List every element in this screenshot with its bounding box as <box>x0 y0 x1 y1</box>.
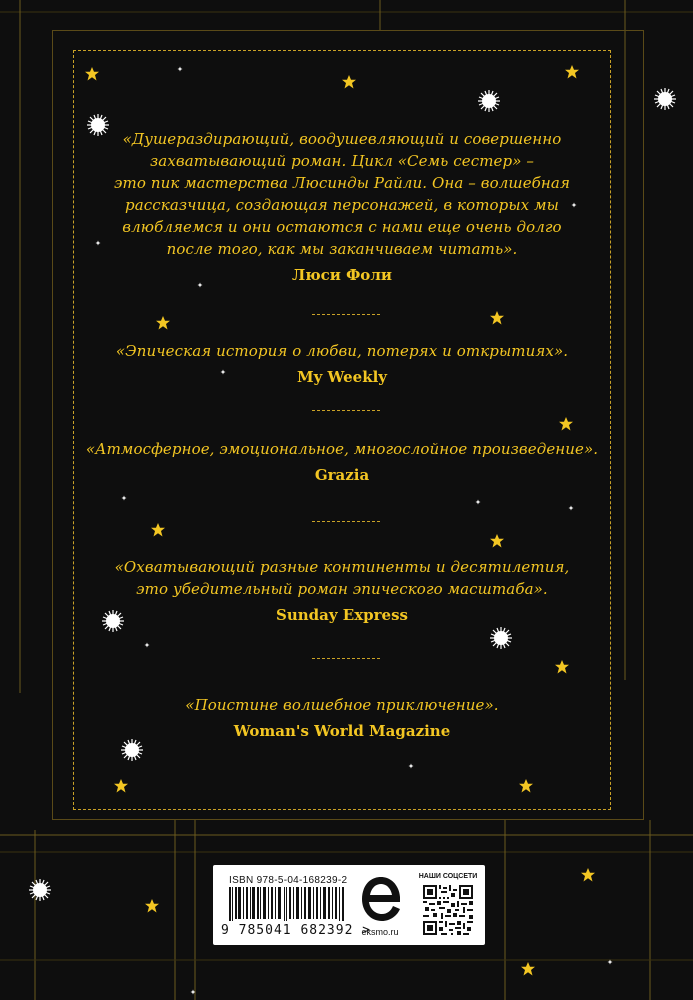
isbn-label: ISBN 978-5-04-168239-2 <box>229 875 348 886</box>
barcode-icon <box>229 887 347 921</box>
quote-line: «Эпическая история о любви, потерях и открытиях». <box>115 342 569 360</box>
barcode-panel <box>213 865 485 945</box>
separator <box>312 521 380 522</box>
quote-text <box>73 438 611 460</box>
quote-line: «Поистине волшебное приключение». <box>185 696 499 714</box>
quote-my-weekly <box>73 340 611 388</box>
social-label: НАШИ СОЦСЕТИ <box>418 873 478 880</box>
quote-foley <box>73 128 611 286</box>
quote-source: Woman's World Magazine <box>233 722 451 740</box>
quote-line: «Душераздирающий, воодушевляющий и совершенно <box>122 130 562 148</box>
quote-womans-world <box>73 694 611 742</box>
quote-line: рассказчица, создающая персонажей, в которых мы <box>125 196 559 214</box>
separator <box>312 314 380 315</box>
eksmo-logo-icon <box>360 875 402 923</box>
quote-grazia <box>73 438 611 486</box>
separator <box>312 658 380 659</box>
quote-source: Grazia <box>314 466 370 484</box>
quote-line: это пик мастерства Люсинды Райли. Она – волшебная <box>114 174 570 192</box>
separator <box>312 410 380 411</box>
quote-text <box>73 128 611 260</box>
quote-source: Sunday Express <box>276 606 408 624</box>
quote-line: «Охватывающий разные континенты и десятилетия, <box>114 558 570 576</box>
quote-text <box>73 694 611 716</box>
quote-line: влюбляемся и они остаются с нами еще очень долго <box>122 218 562 236</box>
quote-text <box>73 556 611 600</box>
quote-source: My Weekly <box>296 368 388 386</box>
quote-sunday-express <box>73 556 611 626</box>
quote-line: «Атмосферное, эмоциональное, многослойное произведение». <box>85 440 599 458</box>
quote-line: захватывающий роман. Цикл «Семь сестер» – <box>150 152 534 170</box>
publisher-url: eksmo.ru <box>361 927 399 937</box>
quote-line: это убедительный роман эпического масштаба». <box>136 580 548 598</box>
quote-text <box>73 340 611 362</box>
quote-source: Люси Фоли <box>291 266 393 284</box>
quote-line: после того, как мы заканчиваем читать». <box>166 240 518 258</box>
qr-code-icon <box>423 885 473 935</box>
barcode-digits: 9 785041 682392 > <box>221 923 372 938</box>
